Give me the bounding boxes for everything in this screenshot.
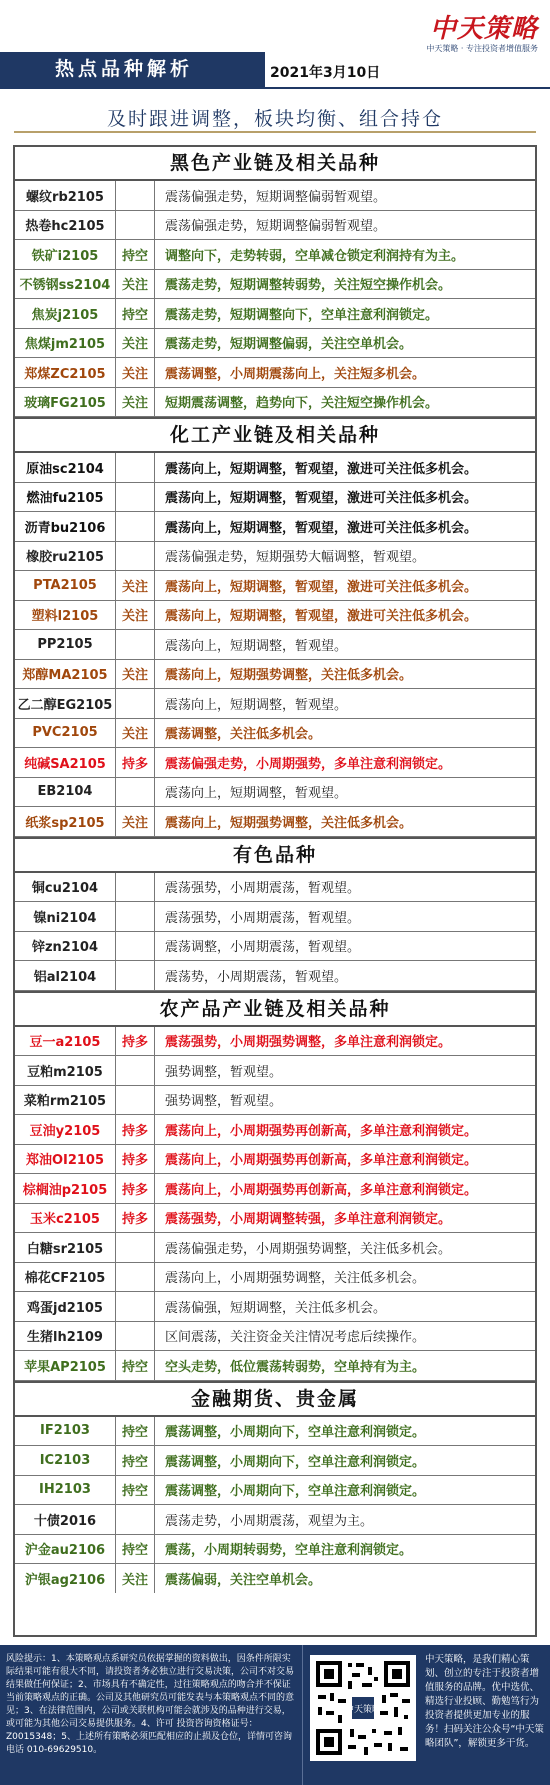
position-tag: 关注: [116, 270, 155, 299]
section-title: 化工产业链及相关品种: [15, 417, 535, 453]
contract-name: 豆一a2105: [15, 1027, 116, 1056]
strategy-text: 震荡向上，短期调整，暂观望，激进可关注低多机会。: [165, 609, 478, 625]
subtitle-divider: [14, 131, 536, 133]
strategy-text: 震荡向上，短期调整，暂观望。: [165, 697, 348, 713]
position-tag: 关注: [116, 807, 155, 836]
table-row: [15, 1263, 535, 1293]
strategy-text: 震荡偏强走势，小周期强势，多单注意利润锁定。: [165, 756, 452, 772]
strategy-text: 调整向下，走势转弱，空单减仓锁定利润持有为主。: [165, 248, 465, 264]
position-tag: [116, 932, 155, 961]
strategy-text: 空头走势，低位震荡转弱势，空单持有为主。: [165, 1359, 426, 1375]
contract-name: 焦煤jm2105: [15, 329, 116, 358]
table-row: [15, 1233, 535, 1263]
position-tag: [116, 961, 155, 990]
contract-name: 生猪lh2109: [15, 1322, 116, 1351]
contract-name: 苹果AP2105: [15, 1351, 116, 1380]
position-tag: 持空: [116, 1417, 155, 1446]
strategy-text: 震荡偏强走势，小周期强势调整，关注低多机会。: [165, 1241, 452, 1257]
table-row: [15, 1174, 535, 1204]
contract-name: 菜粕rm2105: [15, 1086, 116, 1115]
position-tag: 持多: [116, 1115, 155, 1144]
strategy-text: 震荡走势，小周期震荡，观望为主。: [165, 1513, 374, 1529]
strategy-text: 震荡偏弱，关注空单机会。: [165, 1572, 322, 1588]
position-tag: 关注: [116, 388, 155, 417]
strategy-text: 震荡走势，短期调整向下，空单注意利润锁定。: [165, 307, 439, 323]
contract-name: 豆油y2105: [15, 1115, 116, 1144]
contract-name: 郑煤ZC2105: [15, 358, 116, 387]
analysis-table: [13, 145, 537, 1637]
table-row: [15, 1417, 535, 1447]
strategy-text: 震荡偏强走势，短期调整偏弱暂观望。: [165, 189, 387, 205]
section-title: 农产品产业链及相关品种: [15, 991, 535, 1027]
position-tag: 关注: [116, 601, 155, 630]
table-row: [15, 1505, 535, 1535]
position-tag: [116, 453, 155, 482]
table-row: [15, 932, 535, 962]
strategy-text: 区间震荡，关注资金关注情况考虑后续操作。: [165, 1330, 426, 1346]
table-row: [15, 542, 535, 572]
strategy-text: 震荡调整，小周期向下，空单注意利润锁定。: [165, 1484, 426, 1500]
contract-name: 热卷hc2105: [15, 211, 116, 240]
table-row: [15, 1322, 535, 1352]
contract-name: IH2103: [15, 1476, 116, 1505]
position-tag: [116, 689, 155, 718]
position-tag: 关注: [116, 358, 155, 387]
position-tag: [116, 1056, 155, 1085]
strategy-text: 强势调整，暂观望。: [165, 1094, 283, 1110]
table-row: [15, 1535, 535, 1565]
strategy-text: 震荡走势，短期调整偏弱，关注空单机会。: [165, 337, 413, 353]
contract-name: 沥青bu2106: [15, 512, 116, 541]
contract-name: 镍ni2104: [15, 902, 116, 931]
position-tag: [116, 542, 155, 571]
promo-text: 中天策略，是我们精心策划、创立的专注于投资者增值服务的品牌。优中选优、精选行业投顾、勤勉笃行为投资者提供更加专业的服务！扫码关注公众号“中天策略团队”，解锁更多干货。: [425, 1654, 544, 1749]
report-date: 2021年3月10日: [270, 65, 381, 81]
strategy-text: 震荡强势，小周期强势调整，多单注意利润锁定。: [165, 1035, 452, 1051]
contract-name: EB2104: [15, 778, 116, 807]
position-tag: 关注: [116, 329, 155, 358]
position-tag: 持空: [116, 1535, 155, 1564]
header-divider: [0, 87, 550, 89]
table-row: [15, 1086, 535, 1116]
contract-name: 棕榈油p2105: [15, 1174, 116, 1203]
position-tag: 持多: [116, 1145, 155, 1174]
contract-name: 白糖sr2105: [15, 1233, 116, 1262]
contract-name: 纸浆sp2105: [15, 807, 116, 836]
contract-name: 焦炭j2105: [15, 299, 116, 328]
position-tag: 持多: [116, 1027, 155, 1056]
strategy-text: 震荡偏强走势，短期强势大幅调整，暂观望。: [165, 550, 426, 566]
strategy-text: 震荡强势，小周期震荡，暂观望。: [165, 910, 361, 926]
table-row: [15, 902, 535, 932]
table-row: [15, 240, 535, 270]
position-tag: 持空: [116, 1351, 155, 1380]
contract-name: 纯碱SA2105: [15, 748, 116, 777]
table-row: [15, 961, 535, 991]
qr-code-icon[interactable]: [310, 1655, 416, 1761]
position-tag: [116, 211, 155, 240]
contract-name: PP2105: [15, 630, 116, 659]
table-row: [15, 299, 535, 329]
table-row: [15, 689, 535, 719]
table-row: [15, 807, 535, 837]
risk-disclaimer: 风险提示：1、本策略观点系研究员依据掌握的资料做出，因条件所限实际结果可能有很大不同，请投资者务必独立进行交易决策，公司不对交易结果做任何保证；2、市场具有不确定性，过往策略观点的吻合并不保证当前策略观点的正确。公司及其他研究员可能发表与本策略观点不同的意见；3、在法律范围内，公司或关联机构可能会就涉及的品种进行交易，或可能为其他公司交易提供服务。4、许可 投资咨询资格证号：Z0015348；5、上述所有策略必须匹配相应的止损及仓位，详情可咨询电话 010-69629510。: [6, 1654, 295, 1755]
contract-name: IF2103: [15, 1417, 116, 1446]
strategy-text: 震荡走势，短期调整转弱势，关注短空操作机会。: [165, 278, 452, 294]
table-row: [15, 719, 535, 749]
contract-name: 锌zn2104: [15, 932, 116, 961]
table-row: [15, 181, 535, 211]
contract-name: 鸡蛋jd2105: [15, 1292, 116, 1321]
position-tag: [116, 1292, 155, 1321]
strategy-text: 震荡调整，小周期向下，空单注意利润锁定。: [165, 1454, 426, 1470]
strategy-text: 震荡调整，小周期震荡向上，关注短多机会。: [165, 366, 426, 382]
position-tag: 持多: [116, 1174, 155, 1203]
strategy-text: 震荡向上，小周期强势再创新高，多单注意利润锁定。: [165, 1153, 478, 1169]
contract-name: 燃油fu2105: [15, 483, 116, 512]
strategy-text: 强势调整，暂观望。: [165, 1064, 283, 1080]
contract-name: 不锈钢ss2104: [15, 270, 116, 299]
position-tag: [116, 873, 155, 902]
table-row: [15, 630, 535, 660]
position-tag: [116, 778, 155, 807]
table-row: [15, 388, 535, 418]
contract-name: 豆粕m2105: [15, 1056, 116, 1085]
position-tag: 关注: [116, 719, 155, 748]
position-tag: [116, 1233, 155, 1262]
position-tag: [116, 630, 155, 659]
position-tag: [116, 902, 155, 931]
logo-sub-text: 中天策略 · 专注投资者增值服务: [426, 44, 538, 53]
strategy-text: 震荡向上，短期调整，暂观望。: [165, 786, 348, 802]
table-row: [15, 270, 535, 300]
brand-logo: [426, 8, 538, 54]
strategy-text: 震荡向上，短期调整，暂观望。: [165, 638, 348, 654]
position-tag: [116, 483, 155, 512]
contract-name: 螺纹rb2105: [15, 181, 116, 210]
contract-name: 乙二醇EG2105: [15, 689, 116, 718]
contract-name: 玻璃FG2105: [15, 388, 116, 417]
contract-name: PVC2105: [15, 719, 116, 748]
position-tag: 持多: [116, 748, 155, 777]
contract-name: 十债2016: [15, 1505, 116, 1534]
contract-name: PTA2105: [15, 571, 116, 600]
contract-name: 沪金au2106: [15, 1535, 116, 1564]
section-title: 黑色产业链及相关品种: [15, 147, 535, 181]
banner-title: 热点品种解析: [0, 52, 265, 87]
qr-caption: 中天策略: [344, 1705, 382, 1715]
position-tag: 关注: [116, 571, 155, 600]
table-row: [15, 748, 535, 778]
strategy-text: 震荡向上，小周期强势再创新高，多单注意利润锁定。: [165, 1123, 478, 1139]
table-row: [15, 1115, 535, 1145]
contract-name: 铁矿i2105: [15, 240, 116, 269]
position-tag: 持空: [116, 1446, 155, 1475]
strategy-text: 震荡向上，短期调整，暂观望，激进可关注低多机会。: [165, 520, 478, 536]
contract-name: 玉米c2105: [15, 1204, 116, 1233]
strategy-text: 震荡调整，关注低多机会。: [165, 727, 322, 743]
table-row: [15, 1476, 535, 1506]
strategy-text: 震荡强势，小周期震荡，暂观望。: [165, 881, 361, 897]
strategy-text: 震荡偏强走势，短期调整偏弱暂观望。: [165, 219, 387, 235]
strategy-text: 震荡调整，小周期向下，空单注意利润锁定。: [165, 1425, 426, 1441]
footer-divider: [302, 1645, 303, 1785]
position-tag: 持多: [116, 1204, 155, 1233]
contract-name: 郑醇MA2105: [15, 660, 116, 689]
table-row: [15, 778, 535, 808]
strategy-text: 震荡向上，短期调整，暂观望，激进可关注低多机会。: [165, 491, 478, 507]
table-row: [15, 483, 535, 513]
table-row: [15, 1564, 535, 1593]
contract-name: 塑料l2105: [15, 601, 116, 630]
table-row: [15, 571, 535, 601]
contract-name: 铜cu2104: [15, 873, 116, 902]
contract-name: IC2103: [15, 1446, 116, 1475]
header: [0, 0, 550, 80]
table-row: [15, 211, 535, 241]
page-subtitle: 及时跟进调整，板块均衡、组合持仓: [106, 108, 443, 130]
table-row: [15, 453, 535, 483]
table-row: [15, 512, 535, 542]
table-row: [15, 1204, 535, 1234]
contract-name: 铝al2104: [15, 961, 116, 990]
strategy-text: 震荡向上，小周期强势再创新高，多单注意利润锁定。: [165, 1182, 478, 1198]
table-row: [15, 660, 535, 690]
logo-main-text: 中天策略: [429, 14, 538, 44]
strategy-text: 震荡向上，短期调整，暂观望，激进可关注低多机会。: [165, 461, 478, 477]
contract-name: 棉花CF2105: [15, 1263, 116, 1292]
table-row: [15, 1145, 535, 1175]
position-tag: [116, 1505, 155, 1534]
section-title: 金融期货、贵金属: [15, 1381, 535, 1417]
position-tag: [116, 512, 155, 541]
table-row: [15, 329, 535, 359]
section-title: 有色品种: [15, 837, 535, 873]
table-row: [15, 1351, 535, 1381]
position-tag: [116, 1086, 155, 1115]
table-row: [15, 1292, 535, 1322]
table-row: [15, 1446, 535, 1476]
contract-name: 橡胶ru2105: [15, 542, 116, 571]
table-row: [15, 358, 535, 388]
contract-name: 郑油OI2105: [15, 1145, 116, 1174]
position-tag: [116, 181, 155, 210]
table-row: [15, 873, 535, 903]
strategy-text: 短期震荡调整，趋势向下，关注短空操作机会。: [165, 396, 439, 412]
position-tag: 关注: [116, 660, 155, 689]
footer: [0, 1645, 550, 1785]
contract-name: 原油sc2104: [15, 453, 116, 482]
table-row: [15, 601, 535, 631]
strategy-text: 震荡向上，小周期强势调整，关注低多机会。: [165, 1271, 426, 1287]
position-tag: [116, 1263, 155, 1292]
table-row: [15, 1056, 535, 1086]
strategy-text: 震荡强势，小周期调整转强，多单注意利润锁定。: [165, 1212, 452, 1228]
strategy-text: 震荡向上，短期强势调整，关注低多机会。: [165, 815, 413, 831]
strategy-text: 震荡偏强，短期调整，关注低多机会。: [165, 1300, 387, 1316]
position-tag: 持空: [116, 299, 155, 328]
contract-name: 沪银ag2106: [15, 1564, 116, 1593]
position-tag: 关注: [116, 1564, 155, 1593]
strategy-text: 震荡，小周期转弱势，空单注意利润锁定。: [165, 1543, 413, 1559]
strategy-text: 震荡向上，短期调整，暂观望，激进可关注低多机会。: [165, 579, 478, 595]
table-row: [15, 1027, 535, 1057]
position-tag: 持空: [116, 1476, 155, 1505]
position-tag: [116, 1322, 155, 1351]
position-tag: 持空: [116, 240, 155, 269]
strategy-text: 震荡调整，小周期震荡，暂观望。: [165, 940, 361, 956]
strategy-text: 震荡势，小周期震荡，暂观望。: [165, 969, 348, 985]
strategy-text: 震荡向上，短期强势调整，关注低多机会。: [165, 668, 413, 684]
